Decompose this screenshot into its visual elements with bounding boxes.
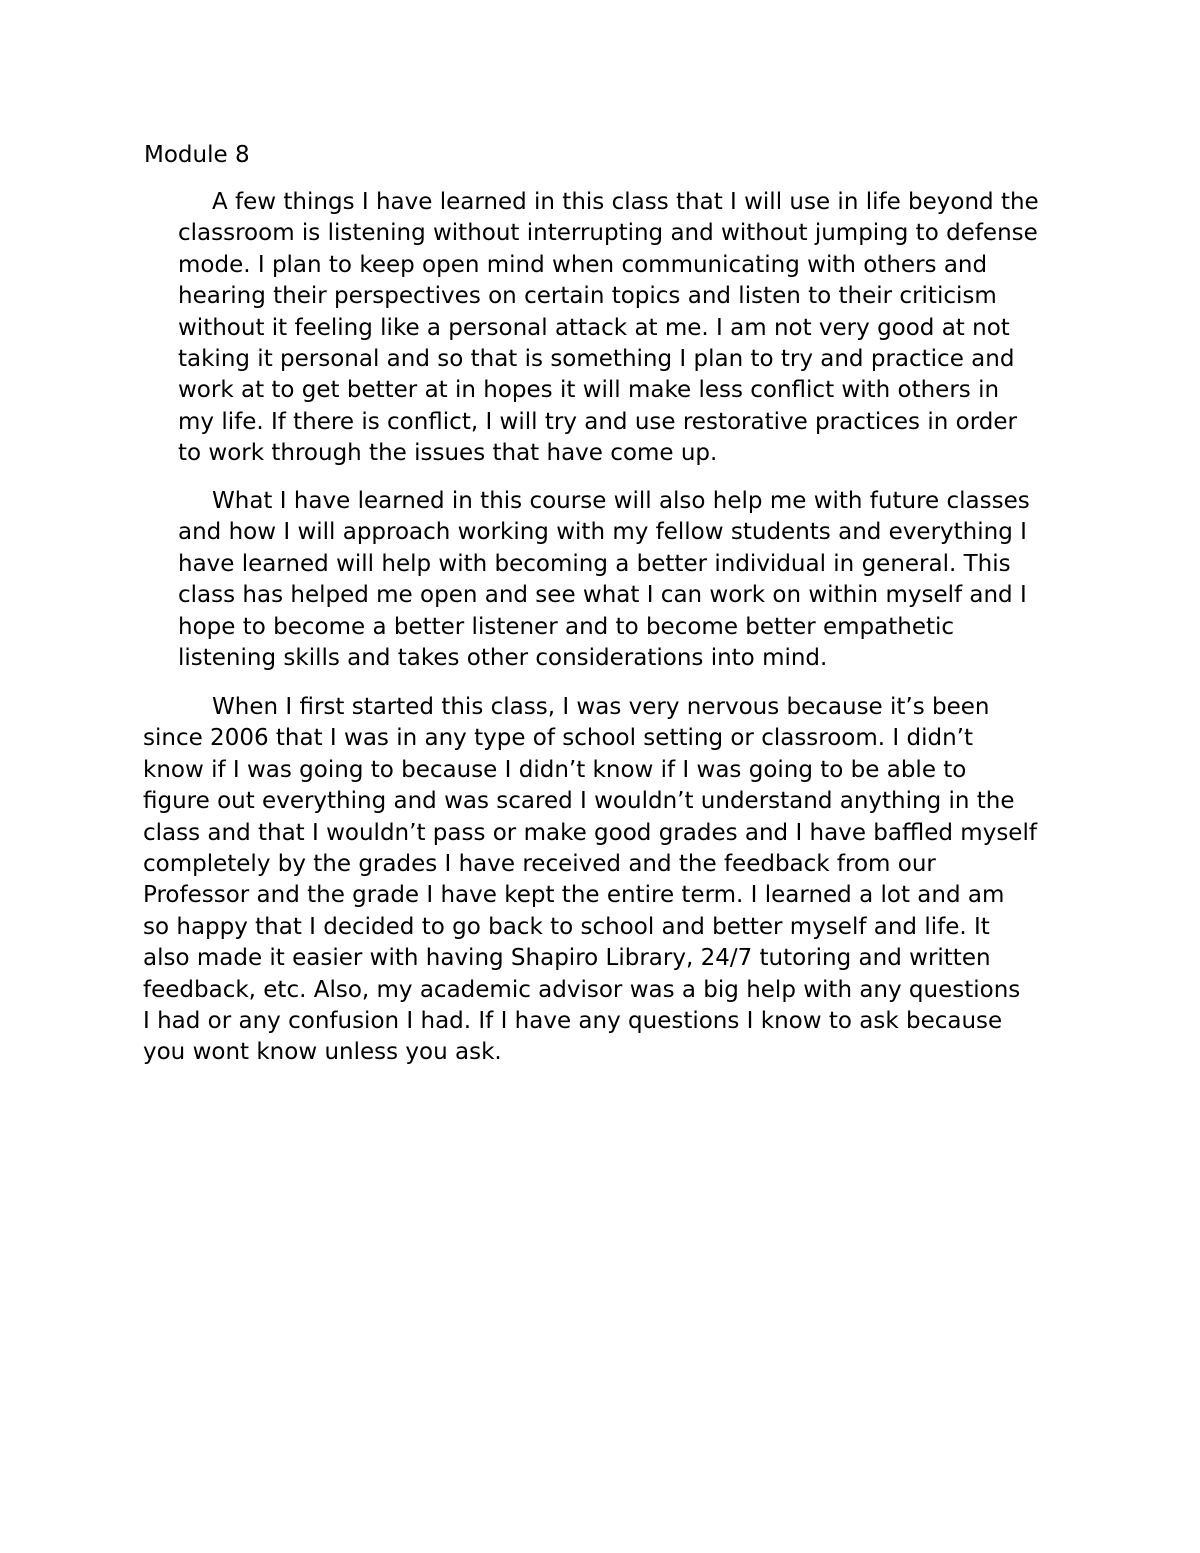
paragraph-1: A few things I have learned in this class that I will use in life beyond the classroom is listening without interrupting and without jumping to defense mode. I plan to keep open mind when communicating with others and hearing their perspectives on certain topics and listen to their criticism without it feeling like a personal attack at me. I am not very good at not taking it personal and so that is something I plan to try and practice and work at to get better at in hopes it will make less conflict with others in my life. If there is conflict, I will try and use restorative practices in order to work through the issues that have come up.	[178, 189, 1039, 467]
document-title: Module 8	[144, 142, 250, 168]
paragraph-3: When I first started this class, I was very nervous because it’s been since 2006 that I was in any type of school setting or classroom. I didn’t know if I was going to because I didn’t know if I was going to be able to figure out everything and was scared I wouldn’t understand anything in the class and that I wouldn’t pass or make good grades and I have baffled myself completely by the grades I have received and the feedback from our Professor and the grade I have kept the entire term. I learned a lot and am so happy that I decided to go back to school and better myself and life. It also made it easier with having Shapiro Library, 24/7 tutoring and written feedback, etc. Also, my academic advisor was a big help with any questions I had or any confusion I had. If I have any questions I know to ask because you wont know unless you ask.	[143, 694, 1037, 1066]
paragraph-2: What I have learned in this course will also help me with future classes and how I will approach working with my fellow students and everything I have learned will help with becoming a better individual in general. This class has helped me open and see what I can work on within myself and I hope to become a better listener and to become better empathetic listening skills and takes other considerations into mind.	[178, 488, 1030, 672]
